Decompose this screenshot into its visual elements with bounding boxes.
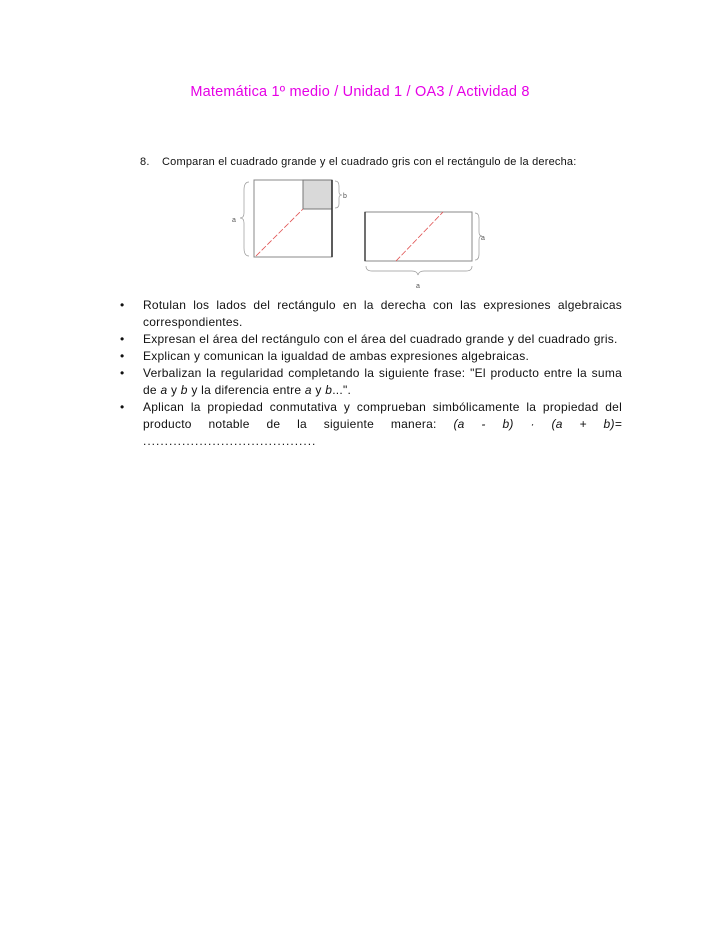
list-item-text: Aplican la propiedad conmutativa y comprueban simbólicamente la propiedad del producto notable de la siguiente manera: — [143, 400, 622, 431]
text-fragment: y — [311, 383, 326, 397]
brace-small — [335, 181, 342, 208]
question-text: Comparan el cuadrado grande y el cuadrado gris con el rectángulo de la derecha: — [162, 156, 577, 168]
brace-bottom — [366, 266, 472, 275]
list-item — [118, 297, 622, 331]
label-a: a — [232, 217, 236, 224]
text-fragment: y — [167, 383, 181, 397]
question-number: 8. — [140, 156, 150, 168]
list-item-text: Rotulan los lados del rectángulo en la derecha con las expresiones algebraicas correspondientes. — [143, 298, 622, 329]
bullet-dot-icon: • — [120, 332, 125, 346]
diagonal-cut-left — [256, 209, 303, 256]
bullet-dot-icon: • — [120, 400, 125, 414]
text-fragment: y la diferencia entre — [187, 383, 305, 397]
variable-a: a — [304, 383, 312, 397]
label-rect-width: a — [416, 283, 420, 290]
list-item-text: Expresan el área del rectángulo con el área del cuadrado grande y del cuadrado gris. — [143, 332, 618, 346]
diagonal-cut-right — [396, 212, 443, 261]
formula: (a - b) · (a + b)= — [453, 417, 622, 431]
activity-list — [118, 297, 622, 450]
question-8 — [140, 156, 577, 168]
variable-b: b — [325, 383, 333, 397]
list-item — [118, 399, 622, 450]
right-rectangle — [365, 212, 485, 290]
bullet-dot-icon: • — [120, 349, 125, 363]
answer-blank: ........................................ — [143, 434, 317, 448]
label-b: b — [343, 193, 347, 200]
bullet-dot-icon: • — [120, 366, 125, 380]
variable-a: a — [160, 383, 168, 397]
list-item — [118, 348, 622, 365]
brace-left — [240, 182, 249, 256]
text-fragment: ...". — [332, 383, 352, 397]
page-header — [0, 84, 720, 100]
big-square — [232, 180, 347, 257]
list-item — [118, 365, 622, 399]
variable-b: b — [180, 383, 188, 397]
list-item-text: Explican y comunican la igualdad de ambas expresiones algebraicas. — [143, 349, 530, 363]
page-title: Matemática 1º medio / Unidad 1 / OA3 / Actividad 8 — [190, 84, 530, 100]
label-rect-height: a — [481, 235, 485, 242]
brace-right — [475, 213, 482, 260]
geometry-diagram — [0, 0, 720, 300]
bullet-dot-icon: • — [120, 298, 125, 312]
gray-square — [303, 180, 332, 209]
list-item-text: Verbalizan la regularidad completando la siguiente frase: "El producto entre la suma de — [143, 366, 622, 397]
list-item — [118, 331, 622, 348]
